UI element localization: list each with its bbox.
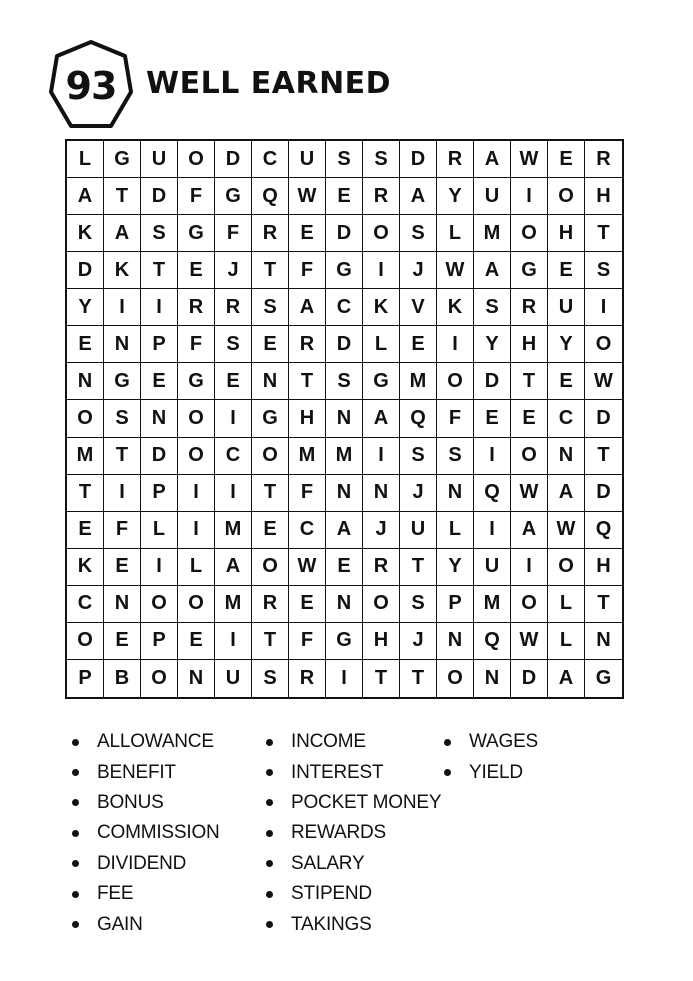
grid-cell[interactable]: P bbox=[141, 326, 178, 363]
grid-cell[interactable]: M bbox=[215, 512, 252, 549]
grid-cell[interactable]: G bbox=[326, 623, 363, 660]
grid-cell[interactable]: A bbox=[400, 178, 437, 215]
puzzle-number: 93 bbox=[65, 64, 117, 108]
grid-cell[interactable]: I bbox=[141, 289, 178, 326]
grid-cell[interactable]: R bbox=[252, 586, 289, 623]
grid-cell[interactable]: U bbox=[400, 512, 437, 549]
bullet-icon bbox=[266, 769, 273, 776]
grid-cell[interactable]: F bbox=[215, 215, 252, 252]
grid-cell[interactable]: K bbox=[67, 215, 104, 252]
word-list-column bbox=[266, 727, 441, 940]
grid-cell[interactable]: D bbox=[67, 252, 104, 289]
grid-cell[interactable]: I bbox=[141, 549, 178, 586]
grid-cell[interactable]: E bbox=[252, 326, 289, 363]
word-text: COMMISSION bbox=[97, 822, 220, 844]
grid-cell[interactable]: R bbox=[437, 141, 474, 178]
grid-cell[interactable]: A bbox=[511, 512, 548, 549]
grid-cell[interactable]: G bbox=[252, 400, 289, 437]
grid-cell[interactable]: C bbox=[215, 438, 252, 475]
grid-cell[interactable]: T bbox=[585, 438, 622, 475]
puzzle-title: WELL EARNED bbox=[146, 66, 392, 101]
bullet-icon bbox=[266, 739, 273, 746]
grid-cell[interactable]: G bbox=[595, 666, 612, 689]
bullet-icon bbox=[72, 769, 79, 776]
grid-cell[interactable]: O bbox=[548, 549, 585, 586]
grid-cell[interactable]: L bbox=[548, 623, 585, 660]
grid-cell[interactable]: A bbox=[104, 215, 141, 252]
word-text: BONUS bbox=[97, 791, 164, 813]
grid-cell[interactable]: E bbox=[178, 252, 215, 289]
grid-cell[interactable]: A bbox=[474, 252, 511, 289]
bullet-icon bbox=[444, 769, 451, 776]
grid-cell[interactable]: K bbox=[437, 289, 474, 326]
grid-cell[interactable]: E bbox=[548, 141, 585, 178]
word-text: YIELD bbox=[469, 761, 523, 783]
grid-cell[interactable]: S bbox=[400, 438, 437, 475]
grid-cell[interactable]: D bbox=[585, 475, 622, 512]
grid-cell[interactable]: N bbox=[178, 660, 215, 697]
word-list-item bbox=[72, 849, 220, 879]
grid-cell[interactable]: Q bbox=[585, 512, 622, 549]
grid-cell[interactable]: N bbox=[363, 475, 400, 512]
grid-cell[interactable]: S bbox=[400, 586, 437, 623]
grid-cell[interactable]: I bbox=[511, 178, 548, 215]
grid-cell[interactable]: F bbox=[289, 475, 326, 512]
word-text: WAGES bbox=[469, 731, 539, 753]
grid-cell[interactable]: Y bbox=[67, 289, 104, 326]
grid-cell[interactable]: C bbox=[252, 141, 289, 178]
grid-cell[interactable]: W bbox=[511, 141, 548, 178]
grid-cell[interactable]: E bbox=[178, 623, 215, 660]
grid-cell[interactable]: D bbox=[474, 363, 511, 400]
grid-cell[interactable]: L bbox=[141, 512, 178, 549]
grid-cell[interactable]: M bbox=[215, 586, 252, 623]
bullet-icon bbox=[444, 739, 451, 746]
grid-cell[interactable]: R bbox=[511, 289, 548, 326]
grid-cell[interactable]: H bbox=[585, 178, 622, 215]
word-list-item bbox=[266, 818, 441, 848]
grid-cell[interactable]: I bbox=[104, 475, 141, 512]
bullet-icon bbox=[266, 891, 273, 898]
grid-cell[interactable]: G bbox=[363, 363, 400, 400]
grid-cell[interactable]: I bbox=[215, 623, 252, 660]
grid-cell[interactable]: M bbox=[289, 438, 326, 475]
grid-cell[interactable]: A bbox=[215, 549, 252, 586]
grid-cell[interactable]: D bbox=[326, 326, 363, 363]
bullet-icon bbox=[72, 860, 79, 867]
grid-cell[interactable]: I bbox=[474, 512, 511, 549]
grid-cell[interactable]: V bbox=[400, 289, 437, 326]
grid-cell[interactable]: L bbox=[548, 586, 585, 623]
word-text: SALARY bbox=[291, 852, 365, 874]
grid-cell[interactable]: K bbox=[363, 289, 400, 326]
grid-cell[interactable]: I bbox=[363, 252, 400, 289]
word-list bbox=[72, 727, 652, 957]
word-list-item bbox=[266, 879, 441, 909]
bullet-icon bbox=[72, 830, 79, 837]
grid-cell[interactable]: S bbox=[474, 289, 511, 326]
grid-cell[interactable]: M bbox=[474, 215, 511, 252]
grid-cell[interactable]: F bbox=[289, 252, 326, 289]
grid-cell[interactable]: C bbox=[289, 512, 326, 549]
grid-cell[interactable]: S bbox=[141, 215, 178, 252]
grid-cell[interactable]: I bbox=[215, 400, 252, 437]
grid-cell[interactable]: R bbox=[289, 660, 326, 697]
grid-cell[interactable]: S bbox=[252, 660, 289, 697]
grid-cell[interactable]: Y bbox=[474, 326, 511, 363]
grid-cell[interactable]: D bbox=[141, 178, 178, 215]
grid-cell[interactable]: O bbox=[178, 400, 215, 437]
grid-cell[interactable]: O bbox=[67, 400, 104, 437]
word-list-item bbox=[266, 849, 441, 879]
grid-cell[interactable]: D bbox=[326, 215, 363, 252]
grid-cell[interactable]: T bbox=[511, 363, 548, 400]
grid-cell[interactable]: B bbox=[104, 660, 141, 697]
grid-cell[interactable]: Y bbox=[548, 326, 585, 363]
grid-cell[interactable]: A bbox=[326, 512, 363, 549]
grid-cell[interactable]: R bbox=[252, 215, 289, 252]
grid-cell[interactable]: T bbox=[141, 252, 178, 289]
word-list-item bbox=[266, 727, 441, 757]
grid-cell[interactable]: M bbox=[400, 363, 437, 400]
grid-cell[interactable]: Y bbox=[437, 549, 474, 586]
grid-cell[interactable]: E bbox=[67, 326, 104, 363]
grid-cell[interactable]: E bbox=[289, 215, 326, 252]
grid-cell[interactable]: S bbox=[363, 141, 400, 178]
word-text: BENEFIT bbox=[97, 761, 176, 783]
grid-cell[interactable]: O bbox=[141, 660, 178, 697]
grid-cell[interactable]: E bbox=[511, 400, 548, 437]
word-text: ALLOWANCE bbox=[97, 731, 214, 753]
grid-cell[interactable]: I bbox=[437, 326, 474, 363]
word-list-item bbox=[266, 909, 441, 939]
grid-cell[interactable]: N bbox=[326, 400, 363, 437]
grid-cell[interactable]: E bbox=[67, 512, 104, 549]
grid-cell[interactable]: O bbox=[511, 438, 548, 475]
grid-cell[interactable]: E bbox=[215, 363, 252, 400]
grid-cell[interactable]: E bbox=[548, 363, 585, 400]
grid-cell[interactable]: U bbox=[215, 660, 252, 697]
grid-cell[interactable]: T bbox=[289, 363, 326, 400]
bullet-icon bbox=[72, 799, 79, 806]
grid-cell[interactable]: Q bbox=[252, 178, 289, 215]
grid-cell[interactable]: N bbox=[104, 586, 141, 623]
grid-cell[interactable]: N bbox=[548, 438, 585, 475]
grid-cell[interactable]: T bbox=[363, 660, 400, 697]
grid-cell[interactable]: O bbox=[141, 586, 178, 623]
grid-cell[interactable]: H bbox=[289, 400, 326, 437]
word-list-item bbox=[266, 788, 441, 818]
grid-cell[interactable]: E bbox=[548, 252, 585, 289]
grid-cell[interactable]: N bbox=[326, 475, 363, 512]
grid-cell[interactable]: A bbox=[289, 289, 326, 326]
grid-cell[interactable]: C bbox=[326, 289, 363, 326]
grid-cell[interactable]: R bbox=[585, 141, 622, 178]
grid-cell[interactable]: T bbox=[585, 215, 622, 252]
bullet-icon bbox=[72, 891, 79, 898]
grid-cell[interactable]: R bbox=[363, 549, 400, 586]
grid-cell[interactable]: L bbox=[363, 326, 400, 363]
grid-cell[interactable]: O bbox=[252, 549, 289, 586]
word-list-item bbox=[266, 757, 441, 787]
puzzle-header bbox=[48, 38, 648, 134]
bullet-icon bbox=[266, 830, 273, 837]
grid-cell[interactable]: N bbox=[141, 400, 178, 437]
grid-cell[interactable]: F bbox=[104, 512, 141, 549]
grid-cell[interactable]: T bbox=[252, 475, 289, 512]
grid-cell[interactable]: W bbox=[548, 512, 585, 549]
word-list-item bbox=[72, 788, 220, 818]
grid-cell[interactable]: C bbox=[67, 586, 104, 623]
grid-cell[interactable]: E bbox=[326, 178, 363, 215]
grid-cell[interactable]: I bbox=[215, 475, 252, 512]
grid-cell[interactable]: D bbox=[511, 660, 548, 697]
grid-cell[interactable]: T bbox=[585, 586, 622, 623]
grid-cell[interactable]: P bbox=[141, 475, 178, 512]
grid-cell[interactable]: N bbox=[104, 326, 141, 363]
bullet-icon bbox=[72, 921, 79, 928]
grid-cell[interactable]: G bbox=[178, 363, 215, 400]
grid-cell[interactable]: W bbox=[437, 252, 474, 289]
grid-cell[interactable]: G bbox=[104, 141, 141, 178]
grid-cell[interactable]: O bbox=[585, 326, 622, 363]
grid-cell[interactable]: T bbox=[400, 549, 437, 586]
grid-cell[interactable]: S bbox=[104, 400, 141, 437]
grid-cell[interactable]: Q bbox=[400, 400, 437, 437]
grid-cell[interactable]: J bbox=[400, 252, 437, 289]
grid-cell[interactable]: K bbox=[67, 549, 104, 586]
grid-cell[interactable]: I bbox=[511, 549, 548, 586]
word-text: DIVIDEND bbox=[97, 852, 187, 874]
grid-cell[interactable]: M bbox=[67, 438, 104, 475]
grid-cell[interactable]: O bbox=[252, 438, 289, 475]
grid-cell[interactable]: R bbox=[363, 178, 400, 215]
grid-cell[interactable]: N bbox=[326, 586, 363, 623]
grid-cell[interactable]: G bbox=[178, 215, 215, 252]
grid-cell[interactable]: O bbox=[363, 586, 400, 623]
grid-cell[interactable]: Q bbox=[474, 475, 511, 512]
grid-cell[interactable]: G bbox=[511, 252, 548, 289]
grid-cell[interactable]: R bbox=[289, 326, 326, 363]
grid-cell[interactable]: O bbox=[511, 586, 548, 623]
grid-cell[interactable]: S bbox=[252, 289, 289, 326]
grid-cell[interactable]: N bbox=[252, 363, 289, 400]
grid-cell[interactable]: P bbox=[141, 623, 178, 660]
grid-cell[interactable]: U bbox=[548, 289, 585, 326]
grid-cell[interactable]: A bbox=[548, 475, 585, 512]
grid-cell[interactable]: M bbox=[474, 586, 511, 623]
word-list-item bbox=[444, 727, 538, 757]
grid-cell[interactable]: I bbox=[585, 289, 622, 326]
grid-cell[interactable]: G bbox=[326, 252, 363, 289]
grid-cell[interactable]: E bbox=[141, 363, 178, 400]
grid-cell[interactable]: F bbox=[437, 400, 474, 437]
grid-cell[interactable]: O bbox=[437, 363, 474, 400]
grid-cell[interactable]: N bbox=[474, 660, 511, 697]
grid-cell[interactable]: H bbox=[363, 623, 400, 660]
word-text: TAKINGS bbox=[291, 913, 372, 935]
grid-cell[interactable]: W bbox=[585, 363, 622, 400]
grid-cell[interactable]: E bbox=[289, 586, 326, 623]
grid-cell[interactable]: S bbox=[326, 363, 363, 400]
grid-cell[interactable]: T bbox=[400, 660, 437, 697]
grid-cell[interactable]: K bbox=[104, 252, 141, 289]
word-search-grid[interactable] bbox=[65, 139, 624, 699]
grid-cell[interactable]: N bbox=[437, 475, 474, 512]
grid-cell[interactable]: D bbox=[585, 400, 622, 437]
word-list-column bbox=[72, 727, 220, 940]
word-text: FEE bbox=[97, 883, 134, 905]
grid-cell[interactable]: J bbox=[400, 475, 437, 512]
word-text: REWARDS bbox=[291, 822, 387, 844]
grid-cell[interactable]: Y bbox=[437, 178, 474, 215]
grid-cell[interactable]: H bbox=[548, 215, 585, 252]
grid-cell[interactable]: O bbox=[178, 141, 215, 178]
grid-cell[interactable]: O bbox=[178, 586, 215, 623]
grid-cell[interactable]: R bbox=[178, 289, 215, 326]
grid-cell[interactable]: F bbox=[289, 623, 326, 660]
bullet-icon bbox=[72, 739, 79, 746]
grid-cell[interactable]: A bbox=[363, 400, 400, 437]
word-list-item bbox=[72, 909, 220, 939]
grid-cell[interactable]: T bbox=[104, 438, 141, 475]
grid-cell[interactable]: S bbox=[400, 215, 437, 252]
word-list-column bbox=[444, 727, 538, 788]
grid-cell[interactable]: Q bbox=[474, 623, 511, 660]
grid-cell[interactable]: N bbox=[437, 623, 474, 660]
grid-cell[interactable]: N bbox=[585, 623, 622, 660]
grid-cell[interactable]: H bbox=[511, 326, 548, 363]
grid-cell[interactable]: J bbox=[215, 252, 252, 289]
grid-cell[interactable]: S bbox=[585, 252, 622, 289]
grid-cell[interactable]: E bbox=[252, 512, 289, 549]
grid-cell[interactable]: T bbox=[104, 178, 141, 215]
grid-cell[interactable]: P bbox=[67, 660, 104, 697]
word-list-item bbox=[444, 757, 538, 787]
grid-cell[interactable]: E bbox=[326, 549, 363, 586]
grid-cell[interactable]: E bbox=[400, 326, 437, 363]
grid-cell[interactable]: U bbox=[474, 549, 511, 586]
word-list-item bbox=[72, 818, 220, 848]
grid-cell[interactable]: I bbox=[178, 512, 215, 549]
grid-cell[interactable]: E bbox=[104, 549, 141, 586]
grid-cell[interactable]: F bbox=[178, 178, 215, 215]
grid-cell[interactable]: I bbox=[474, 438, 511, 475]
word-text: INTEREST bbox=[291, 761, 384, 783]
bullet-icon bbox=[266, 799, 273, 806]
grid-cell[interactable]: S bbox=[437, 438, 474, 475]
grid-cell[interactable]: O bbox=[363, 215, 400, 252]
grid-cell[interactable]: O bbox=[511, 215, 548, 252]
word-list-item bbox=[72, 757, 220, 787]
grid-cell[interactable]: A bbox=[548, 660, 585, 697]
grid-cell[interactable]: H bbox=[585, 549, 622, 586]
grid-cell[interactable]: I bbox=[326, 660, 363, 697]
grid-cell[interactable]: I bbox=[104, 289, 141, 326]
grid-cell[interactable]: O bbox=[67, 623, 104, 660]
bullet-icon bbox=[266, 860, 273, 867]
grid-cell[interactable]: D bbox=[215, 141, 252, 178]
bullet-icon bbox=[266, 921, 273, 928]
grid-cell[interactable]: J bbox=[400, 623, 437, 660]
grid-cell[interactable]: L bbox=[437, 215, 474, 252]
grid-cell[interactable]: U bbox=[474, 178, 511, 215]
grid-cell[interactable]: S bbox=[326, 141, 363, 178]
grid-cell[interactable]: O bbox=[178, 438, 215, 475]
grid-cell[interactable]: L bbox=[437, 512, 474, 549]
grid-cell[interactable]: E bbox=[474, 400, 511, 437]
grid-cell[interactable]: W bbox=[289, 549, 326, 586]
grid-cell[interactable]: S bbox=[215, 326, 252, 363]
grid-cell[interactable]: T bbox=[252, 623, 289, 660]
word-list-item bbox=[72, 727, 220, 757]
grid-cell[interactable]: G bbox=[215, 178, 252, 215]
grid-cell[interactable]: T bbox=[252, 252, 289, 289]
grid-cell[interactable]: A bbox=[67, 178, 104, 215]
grid-cell[interactable]: O bbox=[548, 178, 585, 215]
grid-cell[interactable]: L bbox=[178, 549, 215, 586]
grid-cell[interactable]: D bbox=[400, 141, 437, 178]
grid-cell[interactable]: J bbox=[363, 512, 400, 549]
grid-cell[interactable]: A bbox=[474, 141, 511, 178]
word-text: POCKET MONEY bbox=[291, 791, 442, 813]
word-text: STIPEND bbox=[291, 883, 372, 905]
grid-cell[interactable]: F bbox=[178, 326, 215, 363]
grid-cell[interactable]: L bbox=[67, 141, 104, 178]
grid-cell[interactable]: D bbox=[141, 438, 178, 475]
grid-cell[interactable]: C bbox=[548, 400, 585, 437]
grid-cell[interactable]: M bbox=[326, 438, 363, 475]
grid-cell[interactable]: P bbox=[437, 586, 474, 623]
grid-cell[interactable]: I bbox=[363, 438, 400, 475]
grid-cell[interactable]: N bbox=[67, 363, 104, 400]
grid-cell[interactable]: W bbox=[511, 475, 548, 512]
word-list-item bbox=[72, 879, 220, 909]
grid-cell[interactable]: U bbox=[289, 141, 326, 178]
grid-cell[interactable]: E bbox=[104, 623, 141, 660]
grid-cell[interactable]: O bbox=[437, 660, 474, 697]
grid-cell[interactable]: U bbox=[141, 141, 178, 178]
grid-cell[interactable]: I bbox=[178, 475, 215, 512]
word-text: GAIN bbox=[97, 913, 143, 935]
grid-cell[interactable]: W bbox=[289, 178, 326, 215]
grid-cell[interactable]: W bbox=[511, 623, 548, 660]
word-text: INCOME bbox=[291, 731, 366, 753]
puzzle-number-badge bbox=[48, 38, 134, 134]
grid-cell[interactable]: T bbox=[67, 475, 104, 512]
grid-cell[interactable]: R bbox=[215, 289, 252, 326]
grid-cell[interactable]: G bbox=[104, 363, 141, 400]
